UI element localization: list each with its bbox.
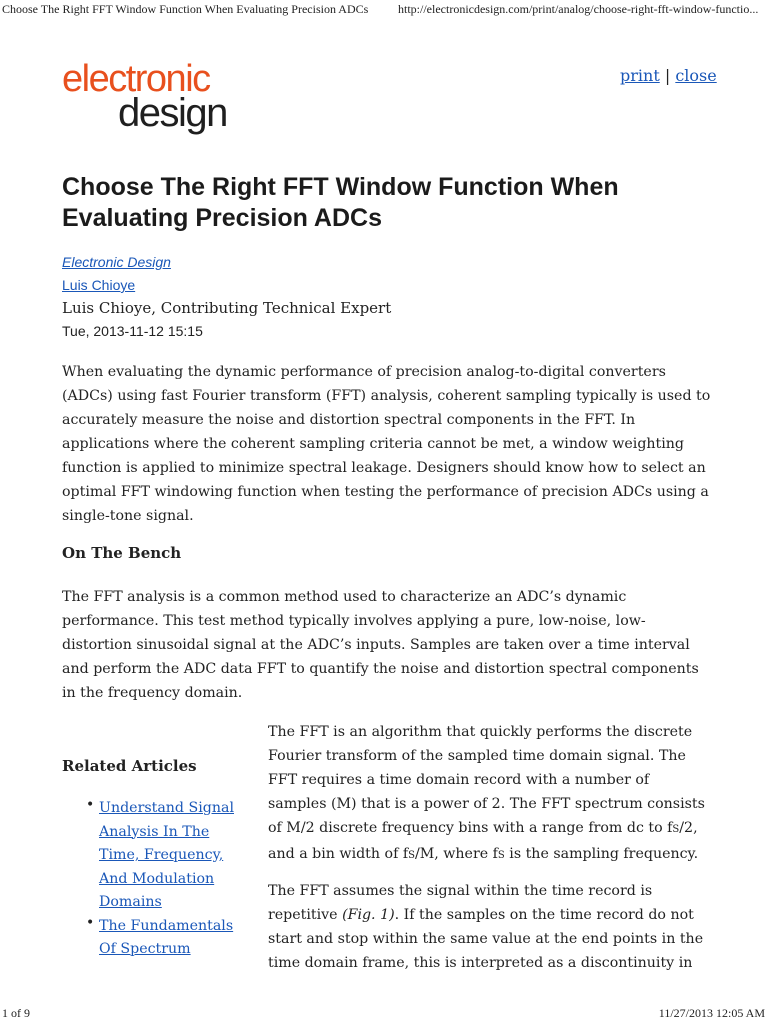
print-timestamp: 11/27/2013 12:05 AM (658, 1006, 765, 1020)
figure-reference: (Fig. 1) (342, 907, 395, 923)
page-number: 1 of 9 (2, 1006, 30, 1020)
fft-paragraph (268, 720, 708, 868)
related-item (62, 797, 252, 915)
fft-text-d: is the sampling frequency. (504, 846, 699, 862)
print-header-title: Choose The Right FFT Window Function When Evaluating Precision ADCs (2, 2, 369, 16)
logo-word-electronic: electronic (62, 58, 210, 100)
print-header-url: http://electronicdesign.com/print/analog/choose-right-fft-window-functio... (398, 2, 759, 16)
assumption-text-b: . If the samples on the time record do not start and stop within the same value at the end points in the time domain frame, this is interpreted as a discontinuity in (268, 907, 704, 971)
publish-date: Tue, 2013-11-12 15:15 (62, 323, 203, 339)
bullet-icon: • (86, 914, 95, 931)
author-link[interactable]: Luis Chioye (62, 277, 136, 293)
intro-paragraph: When evaluating the dynamic performance of precision analog-to-digital converters (ADCs) using fast Fourier transform (FFT) analysis, coherent sampling typically is used to accurately measure the noise and distortion spectral components in the FFT. In applications where the coherent sampling criteria cannot be met, a window weighting function is applied to minimize spectral leakage. Designers should know how to select an optimal FFT windowing function when testing the performance of precision ADCs using a single-tone signal. (62, 364, 711, 524)
link-separator: | (664, 66, 671, 85)
related-list (62, 797, 252, 962)
subscript-s: S (672, 824, 680, 835)
section-heading: On The Bench (62, 544, 182, 562)
related-link-spectrum[interactable]: The Fundamentals Of Spectrum (99, 917, 234, 957)
print-header (0, 0, 768, 18)
article-title: Choose The Right FFT Window Function When Evaluating Precision ADCs (62, 173, 619, 232)
related-item (62, 915, 252, 962)
related-articles (62, 757, 252, 962)
subscript-s: S (408, 850, 415, 861)
bullet-icon: • (86, 797, 95, 813)
print-link[interactable]: print (620, 66, 660, 85)
fft-assumption-paragraph (268, 879, 708, 975)
fft-text-c: /M, where f (414, 846, 498, 862)
top-links (620, 66, 717, 85)
subscript-s: S (497, 850, 505, 861)
fft-text-b: /2, and a bin width of f (268, 820, 698, 862)
logo-word-design: design (118, 91, 227, 135)
bench-paragraph: The FFT analysis is a common method used to characterize an ADC’s dynamic performance. This test method typically involves applying a pure, low-noise, low-distortion sinusoidal signal at the ADC’s inputs. Samples are taken over a time interval and perform the ADC data FFT to quantify the noise and distortion spectral components in the frequency domain. (62, 589, 699, 701)
related-link-signal-analysis[interactable]: Understand Signal Analysis In The Time, Frequency, And Modulation Domains (99, 800, 234, 910)
author-byline: Luis Chioye, Contributing Technical Expert (62, 299, 392, 317)
article-meta (62, 251, 391, 343)
print-footer (0, 1006, 768, 1024)
fft-text-a: The FFT is an algorithm that quickly performs the discrete Fourier transform of the sampled time domain signal. The FFT requires a time domain record with a number of samples (M) that is a power of 2. The FFT spectrum consists of M/2 discrete frequency bins with a range from dc to f (268, 724, 705, 836)
close-link[interactable]: close (675, 66, 717, 85)
source-link[interactable]: Electronic Design (62, 254, 171, 270)
related-heading: Related Articles (62, 757, 197, 775)
electronic-design-logo (62, 60, 232, 140)
assumption-text-a: The FFT assumes the signal within the time record is repetitive (268, 883, 653, 923)
